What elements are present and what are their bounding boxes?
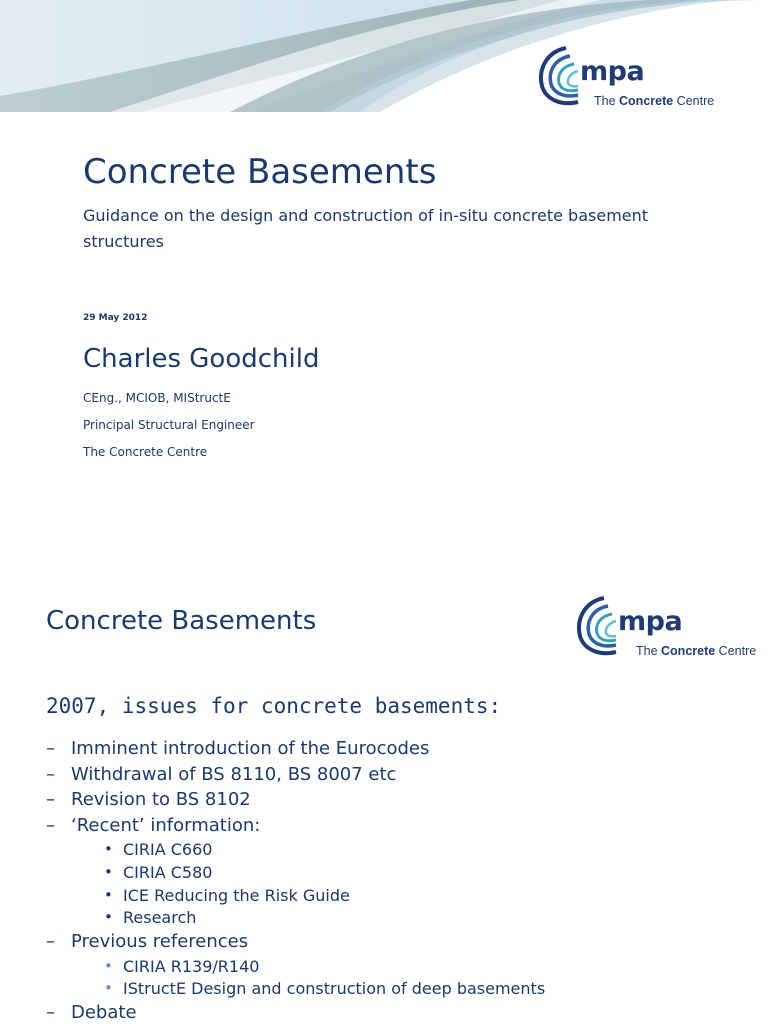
bullet-icon: • [104, 840, 113, 858]
mpa-swirl-icon [536, 44, 586, 108]
mpa-logo [536, 44, 716, 114]
bullet-icon: • [104, 862, 113, 881]
presenter-role: Principal Structural Engineer [83, 418, 255, 432]
bullet-icon: • [104, 979, 113, 998]
mpa-logo [574, 594, 764, 664]
slide-title: Concrete Basements [46, 606, 317, 636]
mpa-wordmark: mpa [618, 606, 683, 637]
presenter-credentials: CEng., MCIOB, MIStructE [83, 391, 231, 405]
presenter-organisation: The Concrete Centre [83, 445, 208, 459]
bullet-icon: • [104, 908, 113, 927]
slide-subtitle: Guidance on the design and construction of in-situ concrete basement structures [83, 206, 649, 251]
mpa-swirl-icon [574, 594, 624, 658]
presenter-name: Charles Goodchild [83, 344, 320, 374]
logo-tagline: The Concrete Centre [594, 94, 715, 108]
slide-intro: 2007, issues for concrete basements: [46, 694, 502, 718]
presentation-date: 29 May 2012 [83, 313, 148, 323]
slide-divider [0, 540, 768, 552]
logo-tagline: The Concrete Centre [636, 644, 757, 658]
slide-title: Concrete Basements [83, 152, 437, 192]
mpa-wordmark: mpa [580, 56, 645, 87]
bullet-icon: • [104, 956, 113, 975]
bullet-icon: • [104, 885, 113, 904]
